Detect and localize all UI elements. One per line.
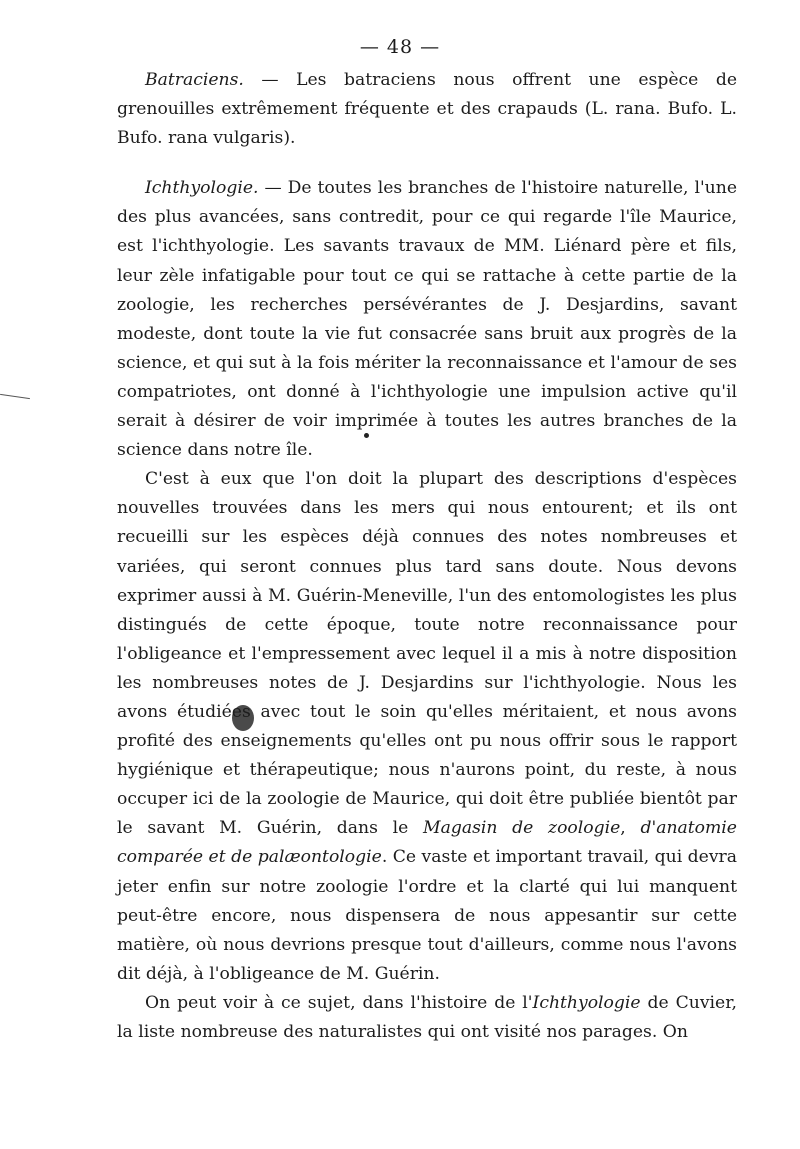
page-number: — 48 — [359, 36, 441, 58]
paragraph-cuvier [117, 989, 737, 1047]
journal-title: Magasin de zoologie [422, 818, 621, 839]
paragraph-text: . Ce vaste et important travail, qui devra jeter enfin sur notre zoologie l'ordre et la clarté qui lui manquent peut-être encore, nous dispensera de nous appesantir sur cette matière, où nous devrions presque tout d'ailleurs, comme nous l'avons dit déjà, à l'obligeance de M. Guérin. [117, 847, 738, 984]
section-heading-batraciens: Batraciens. [145, 70, 244, 90]
paragraph-ichthyologie [117, 174, 737, 465]
margin-pencil-mark [0, 394, 30, 399]
paragraph-text: , [620, 818, 641, 839]
journal-subtitle: d'anatomie comparée et de palæontologie [117, 818, 737, 868]
paragraph-text: de Cuvier, la liste nombreuse des naturalistes qui ont visité nos parages. On [117, 992, 737, 1042]
section-heading-ichthyologie: Ichthyologie. [145, 178, 259, 199]
paragraph-text: — De toutes les branches de l'histoire naturelle, l'une des plus avancées, sans contredit, pour ce qui regarde l'île Maurice, est l'ichthyologie. Les savants travaux de MM. Liénard père et fils, leur zèle infatigable pour tout ce qui se rattache à cette partie de la zoologie, les recherches persévérantes de J. Desjardins, savant modeste, dont toute la vie fut consacrée sans bruit aux progrès de la science, et qui sut à la fois mériter la reconnaissance et l'amour de ses compatriotes, ont donné à l'ichthyologie une impulsion active qu'il serait à désirer de voir imprimée à toutes les autres branches de la science dans notre île. [117, 178, 737, 461]
paragraph-text: On peut voir à ce sujet, dans l'histoire de l' [145, 992, 533, 1013]
paragraph-descriptions [117, 465, 737, 989]
book-title: Ichthyologie [532, 992, 641, 1013]
body-text [117, 66, 737, 1047]
paragraph-text: — Les batraciens nous offrent une espèce de grenouilles extrêmement fréquente et des crapauds (L. rana. Bufo. L. Bufo. rana vulgaris). [117, 70, 737, 149]
paragraph-text: C'est à eux que l'on doit la plupart des descriptions d'espèces nouvelles trouvées dans les mers qui nous entourent; et ils ont recueilli sur les espèces déjà connues des notes nombreuses et variées, qui seront connues plus tard sans doute. Nous devons exprimer aussi à M. Guérin-Meneville, l'un des entomologistes les plus distingués de cette époque, toute notre reconnaissance pour l'obligeance et l'empressement avec lequel il a mis à notre disposition les nombreuses notes de J. Desjardins sur l'ichthyologie. Nous les avons étudiées avec tout le soin qu'elles méritaient, et nous avons profité des enseignements qu'elles ont pu nous offrir sous le rapport hygiénique et thérapeutique; nous n'aurons point, du reste, à nous occuper ici de la zoologie de Maurice, qui doit être publiée bientôt par le savant M. Guérin, dans le [117, 469, 737, 839]
paragraph-batraciens [117, 66, 737, 153]
